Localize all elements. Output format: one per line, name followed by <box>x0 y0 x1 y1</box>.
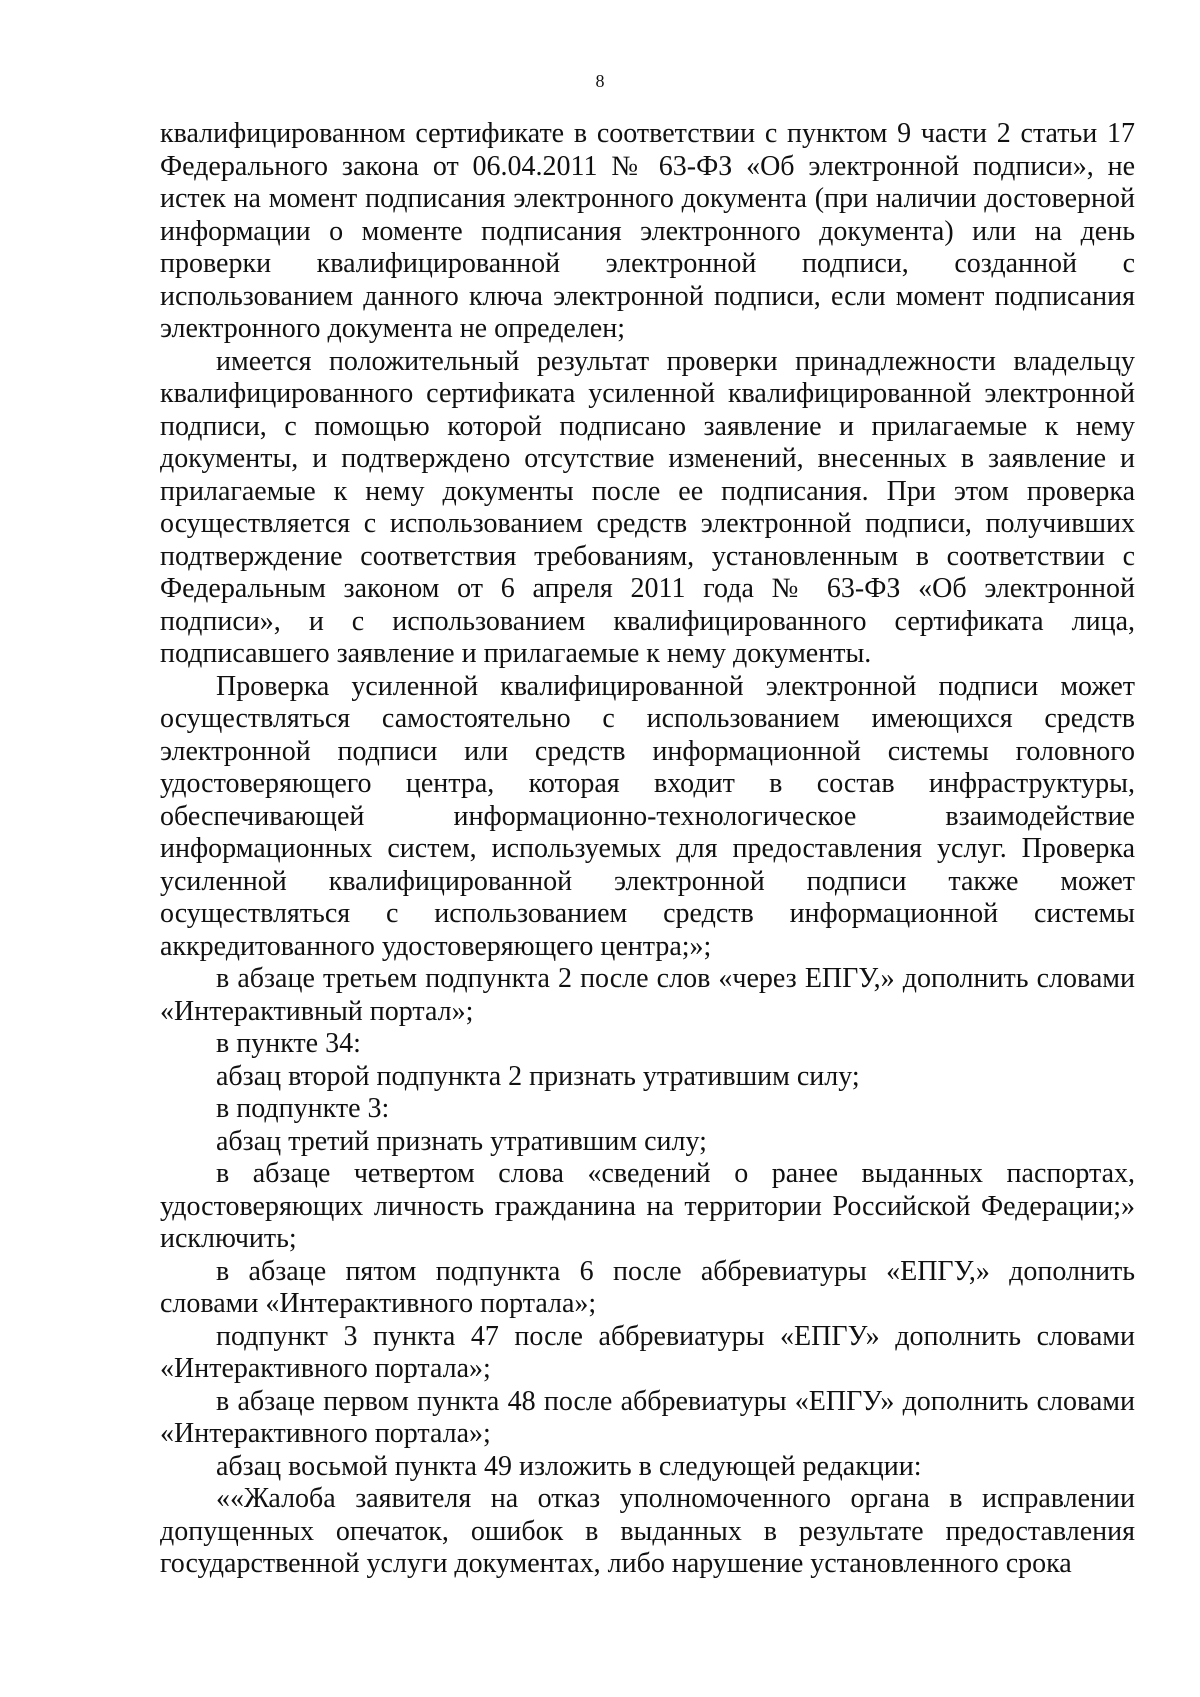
paragraph-item-47-addition: подпункт 3 пункта 47 после аббревиатуры «ЕПГУ» дополнить словами «Интерактивного портала»; <box>160 1320 1135 1384</box>
paragraph-signature-verification: Проверка усиленной квалифицированной электронной подписи может осуществляться самостоятельно с использованием имеющихся средств электронной подписи или средств информационной системы головного удостоверяющего центра, которая входит в состав инфраструктуры, обеспечивающей информационно-технологическое взаимодействие информационных систем, используемых для предоставления услуг. Проверка усиленной квалифицированной электронной подписи также может осуществляться с использованием средств информационной системы аккредитованного удостоверяющего центра;»; <box>160 670 1135 962</box>
paragraph-repeal-third-abzac: абзац третий признать утратившим силу; <box>216 1125 707 1157</box>
paragraph-certificate-validity: квалифицированном сертификате в соответствии с пунктом 9 части 2 статьи 17 Федерального закона от 06.04.2011 № 63-ФЗ «Об электронной подписи», не истек на момент подписания электронного документа (при наличии достоверной информации о моменте подписания электронного документа) или на день проверки квалифицированной электронной подписи, созданной с использованием данного ключа электронной подписи, если момент подписания электронного документа не определен; <box>160 118 1135 344</box>
paragraph-item-34: в пункте 34: <box>216 1028 361 1059</box>
paragraph-item-49-rewrite: абзац восьмой пункта 49 изложить в следующей редакции: <box>216 1450 922 1482</box>
document-body <box>160 118 1135 1581</box>
page-number: 8 <box>595 71 605 91</box>
paragraph-repeal-subitem-2: абзац второй подпункта 2 признать утратившим силу; <box>216 1060 860 1092</box>
paragraph-subitem-3: в подпункте 3: <box>216 1093 390 1124</box>
paragraph-amendment-subitem-2: в абзаце третьем подпункта 2 после слов «через ЕПГУ,» дополнить словами «Интерактивный портал»; <box>160 963 1135 1027</box>
paragraph-fifth-abzac-addition: в абзаце пятом подпункта 6 после аббревиатуры «ЕПГУ,» дополнить словами «Интерактивного портала»; <box>160 1255 1135 1319</box>
paragraph-fourth-abzac-exclusion: в абзаце четвертом слова «сведений о ранее выданных паспортах, удостоверяющих личность гражданина на территории Российской Федерации;» исключить; <box>160 1158 1135 1254</box>
paragraph-item-48-addition: в абзаце первом пункта 48 после аббревиатуры «ЕПГУ» дополнить словами «Интерактивного портала»; <box>160 1385 1135 1449</box>
paragraph-complaint-text: ««Жалоба заявителя на отказ уполномоченного органа в исправлении допущенных опечаток, ошибок в выданных в результате предоставления государственной услуги документах, либо нарушение установленного срока <box>160 1483 1135 1579</box>
paragraph-signature-ownership-check: имеется положительный результат проверки принадлежности владельцу квалифицированного сертификата усиленной квалифицированной электронной подписи, с помощью которой подписано заявление и прилагаемые к нему документы, и подтверждено отсутствие изменений, внесенных в заявление и прилагаемые к нему документы после ее подписания. При этом проверка осуществляется с использованием средств электронной подписи, получивших подтверждение соответствия требованиям, установленным в соответствии с Федеральным законом от 6 апреля 2011 года № 63-ФЗ «Об электронной подписи», и с использованием квалифицированного сертификата лица, подписавшего заявление и прилагаемые к нему документы. <box>160 345 1135 669</box>
